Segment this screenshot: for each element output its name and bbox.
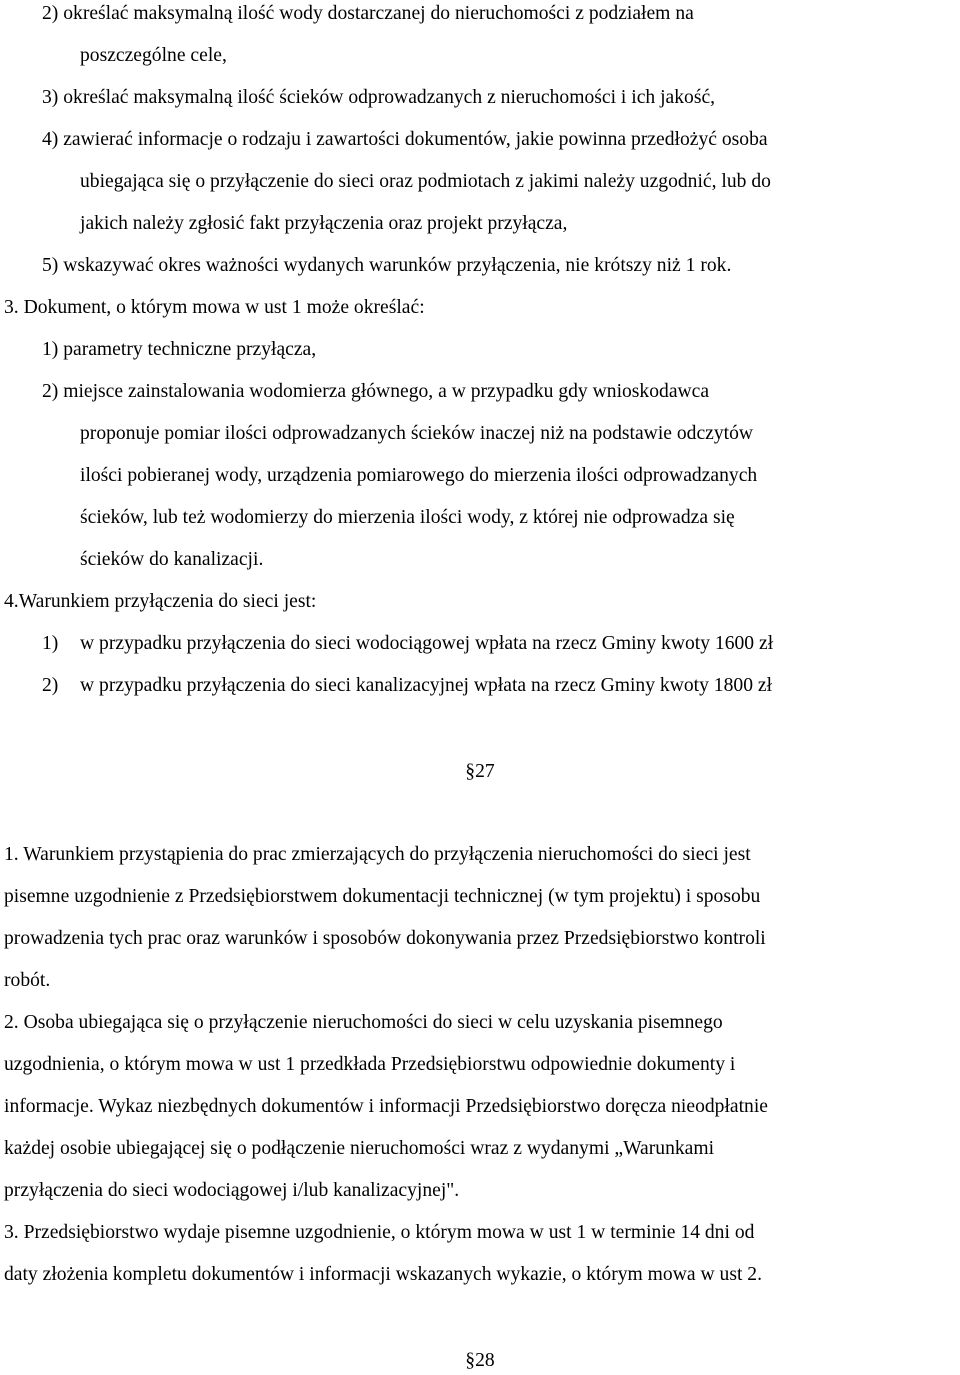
s27-p2-line3: informacje. Wykaz niezbędnych dokumentów i informacji Przedsiębiorstwo doręcza nieodpłatnie: [4, 1096, 768, 1117]
para4-item2: [42, 674, 772, 698]
s27-p2-line1: 2. Osoba ubiegająca się o przyłączenie nieruchomości do sieci w celu uzyskania pisemnego: [4, 1012, 723, 1033]
s27-p2-line4: każdej osobie ubiegającej się o podłączenie nieruchomości wraz z wydanymi „Warunkami: [4, 1138, 715, 1159]
item2-line2: poszczególne cele,: [80, 45, 227, 66]
s27-p3-line1: 3. Przedsiębiorstwo wydaje pisemne uzgodnienie, o którym mowa w ust 1 w terminie 14 dni od: [4, 1222, 755, 1243]
section-28-heading: §28: [465, 1350, 495, 1371]
para4-item2-number: 2): [42, 675, 59, 696]
item4-line3: jakich należy zgłosić fakt przyłączenia oraz projekt przyłącza,: [80, 213, 568, 234]
para3-item1: 1) parametry techniczne przyłącza,: [42, 339, 317, 360]
para3-item2-line3: ilości pobieranej wody, urządzenia pomiarowego do mierzenia ilości odprowadzanych: [80, 465, 758, 486]
para4-intro: 4.Warunkiem przyłączenia do sieci jest:: [4, 591, 317, 612]
item2-line1: 2) określać maksymalną ilość wody dostarczanej do nieruchomości z podziałem na: [42, 3, 694, 24]
para3-item2-line2: proponuje pomiar ilości odprowadzanych ścieków inaczej niż na podstawie odczytów: [80, 423, 754, 444]
para4-item1: [42, 632, 773, 656]
para3-item2-line1: 2) miejsce zainstalowania wodomierza głównego, a w przypadku gdy wnioskodawca: [42, 381, 710, 402]
item4-line1: 4) zawierać informacje o rodzaju i zawartości dokumentów, jakie powinna przedłożyć osoba: [42, 129, 768, 150]
s27-p3-line2: daty złożenia kompletu dokumentów i informacji wskazanych wykazie, o którym mowa w ust 2.: [4, 1264, 762, 1285]
item3: 3) określać maksymalną ilość ścieków odprowadzanych z nieruchomości i ich jakość,: [42, 87, 716, 108]
s27-p1-line4: robót.: [4, 970, 51, 991]
item5: 5) wskazywać okres ważności wydanych warunków przyłączenia, nie krótszy niż 1 rok.: [42, 255, 732, 276]
para4-item1-number: 1): [42, 633, 59, 654]
s27-p2-line2: uzgodnienia, o którym mowa w ust 1 przedkłada Przedsiębiorstwu odpowiednie dokumenty i: [4, 1054, 736, 1075]
para3-item2-line4: ścieków, lub też wodomierzy do mierzenia ilości wody, z której nie odprowadza się: [80, 507, 735, 528]
s27-p1-line1: 1. Warunkiem przystąpienia do prac zmierzających do przyłączenia nieruchomości do sieci jest: [4, 844, 751, 865]
item4-line2: ubiegająca się o przyłączenie do sieci oraz podmiotach z jakimi należy uzgodnić, lub do: [80, 171, 771, 192]
para3-intro: 3. Dokument, o którym mowa w ust 1 może określać:: [4, 297, 425, 318]
para4-item1-text: w przypadku przyłączenia do sieci wodociągowej wpłata na rzecz Gminy kwoty 1600 zł: [80, 633, 774, 654]
s27-p1-line2: pisemne uzgodnienie z Przedsiębiorstwem dokumentacji technicznej (w tym projektu) i sposobu: [4, 886, 761, 907]
section-27-heading: §27: [465, 761, 495, 782]
para3-item2-line5: ścieków do kanalizacji.: [80, 549, 264, 570]
s27-p1-line3: prowadzenia tych prac oraz warunków i sposobów dokonywania przez Przedsiębiorstwo kontroli: [4, 928, 766, 949]
para4-item2-text: w przypadku przyłączenia do sieci kanalizacyjnej wpłata na rzecz Gminy kwoty 1800 zł: [80, 675, 773, 696]
s27-p2-line5: przyłączenia do sieci wodociągowej i/lub kanalizacyjnej".: [4, 1180, 460, 1201]
